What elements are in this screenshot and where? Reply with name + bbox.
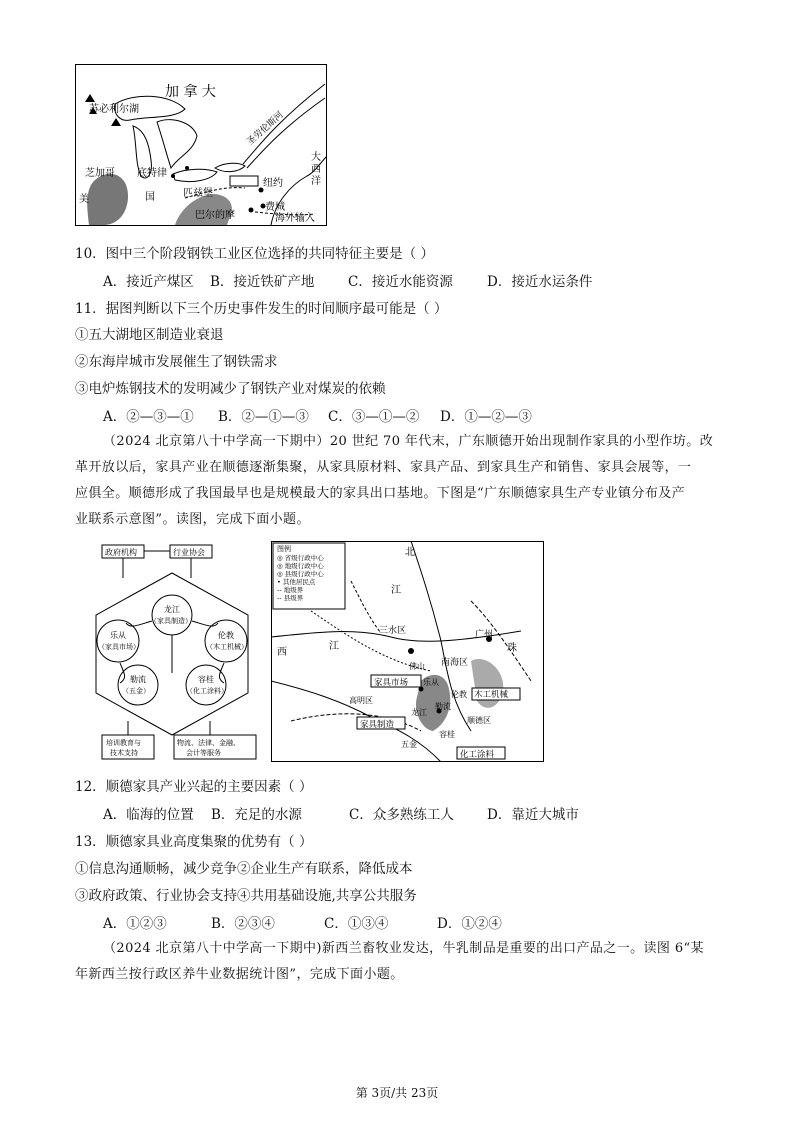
map2-furniture-making: 家具制造 xyxy=(360,720,395,730)
q11-option-a: A．②—③—① xyxy=(103,409,194,425)
great-lakes-map-svg xyxy=(75,64,327,226)
map2-legend-1: ◎ 省级行政中心 xyxy=(277,554,324,562)
q11-option-d: D．①—②—③ xyxy=(440,409,532,425)
map1-st-lawrence: 圣劳伦斯河 xyxy=(245,110,286,148)
passage-newzealand-line-1: （2024 北京第八十中学高一下期中)新西兰畜牧业发达，牛乳制品是重要的出口产品之一。读图 6“某 xyxy=(103,941,704,956)
map2-xi: 西 xyxy=(277,647,287,658)
map2-leliu: 勒流 xyxy=(435,702,451,711)
map2-legend-6: -- 县级界 xyxy=(277,594,304,602)
passage-shunde-line-3: 应俱全。顺德形成了我国最早也是规模最大的家具出口基地。下图是“广东顺德家具生产专业镇分布及产 xyxy=(75,486,686,501)
diagram-lunjiao: 伦教 xyxy=(218,631,234,640)
q12-stem: 12．顺德家具产业兴起的主要因素（ ） xyxy=(75,779,313,795)
q10-option-d: D．接近水运条件 xyxy=(487,274,593,290)
diagram-services-2: 会计等服务 xyxy=(186,749,221,757)
passage-newzealand xyxy=(75,936,725,988)
map2-furniture-market: 家具市场 xyxy=(374,678,409,688)
diagram-ronggui: 容桂 xyxy=(198,675,214,684)
q11-item-3: ③电炉炼钢技术的发明减少了钢铁产业对煤炭的依赖 xyxy=(75,381,386,397)
map1-philadelphia: 费城 xyxy=(265,202,285,213)
diagram-training-1: 培训教育与 xyxy=(106,739,141,747)
map1-pittsburgh: 匹兹堡 xyxy=(183,188,213,199)
map2-gaoming: 高明区 xyxy=(349,696,373,705)
map2-legend-title: 图例 xyxy=(277,545,291,553)
q11-option-b: B．②—①—③ xyxy=(218,409,309,425)
passage-shunde-line-4: 业联系示意图”。读图，完成下面小题。 xyxy=(75,512,310,527)
q13-option-c: C．①③④ xyxy=(324,916,389,932)
diagram-ronggui-note: （化工涂料） xyxy=(186,687,228,695)
map2-legend-5: -- 地级界 xyxy=(277,586,304,594)
q11-item-2: ②东海岸城市发展催生了钢铁需求 xyxy=(75,354,278,370)
industry-linkage-diagram xyxy=(80,543,265,761)
map1-atlantic-3: 洋 xyxy=(311,176,321,187)
q12-option-b: B．充足的水源 xyxy=(211,807,302,823)
page-footer: 第 3页/共 23页 xyxy=(355,1086,439,1100)
map1-detroit: 底特律 xyxy=(137,168,167,179)
map1-newyork: 纽约 xyxy=(263,178,283,189)
map2-legend-4: • 其他居民点 xyxy=(277,578,316,586)
q11-option-c: C．③—①—② xyxy=(328,409,420,425)
q13-item-1: ①信息沟通顺畅，减少竞争②企业生产有联系，降低成本 xyxy=(75,861,413,877)
q13-stem: 13．顺德家具业高度集聚的优势有（ ） xyxy=(75,834,313,850)
q13-item-2: ③政府政策、行业协会支持④共用基础设施,共享公共服务 xyxy=(75,888,417,904)
map2-woodwork: 木工机械 xyxy=(474,690,509,700)
map2-north: 北 xyxy=(405,547,415,558)
q13-option-a: A．①②③ xyxy=(103,916,167,932)
diagram-leliu-note: （五金） xyxy=(122,687,150,695)
q10-option-b: B．接近铁矿产地 xyxy=(210,274,315,290)
map1-baltimore: 巴尔的摩 xyxy=(195,210,235,221)
map2-ronggui: 容桂 xyxy=(439,730,455,739)
diagram-training-2: 技术支持 xyxy=(110,749,138,757)
q12-option-a: A．临海的位置 xyxy=(103,807,194,823)
diagram-longjiang: 龙江 xyxy=(164,605,180,614)
map2-jiang: 江 xyxy=(391,585,401,596)
industry-linkage-svg xyxy=(80,543,265,761)
q10-stem: 10．图中三个阶段钢铁工业区位选择的共同特征主要是（ ） xyxy=(75,246,434,262)
q13-option-d: D．①②④ xyxy=(437,916,502,932)
map1-usa-2: 国 xyxy=(145,192,155,203)
map2-jiang-2: 江 xyxy=(329,641,339,652)
map2-wujin: 五金 xyxy=(401,740,417,749)
diagram-services-1: 物流、法律、金融、 xyxy=(177,739,240,747)
map2-longjiang: 龙江 xyxy=(411,708,427,717)
map1-canada: 加 拿 大 xyxy=(165,84,216,100)
diagram-gov: 政府机构 xyxy=(105,548,137,557)
map2-shunde: 顺德区 xyxy=(467,716,491,725)
map2-legend-2: ◎ 地级行政中心 xyxy=(277,562,324,570)
shunde-map xyxy=(271,541,544,762)
passage-shunde-line-1: （2024 北京第八十中学高一下期中）20 世纪 70 年代末，广东顺德开始出现制作家具的小型作坊。改 xyxy=(103,434,714,449)
diagram-longjiang-note: （家具制造） xyxy=(150,617,192,625)
map1-chicago: 芝加哥 xyxy=(85,168,115,179)
great-lakes-map xyxy=(75,64,327,226)
diagram-lecong-note: （家具市场） xyxy=(98,643,140,651)
map2-coating: 化工涂料 xyxy=(460,750,495,760)
q10-option-c: C．接近水能资源 xyxy=(348,274,453,290)
diagram-lecong: 乐从 xyxy=(110,631,126,640)
map2-lunjiao: 伦教 xyxy=(451,690,467,699)
map2-sanshui: 三水区 xyxy=(379,626,407,636)
map1-atlantic-1: 大 xyxy=(311,152,321,163)
passage-newzealand-line-2: 年新西兰按行政区养牛业数据统计图”，完成下面小题。 xyxy=(75,967,404,982)
diagram-leliu: 勒流 xyxy=(130,675,146,684)
shunde-map-svg xyxy=(271,541,544,762)
diagram-assoc: 行业协会 xyxy=(173,548,205,557)
passage-shunde-line-2: 革开放以后，家具产业在顺德逐渐集聚，从家具原材料、家具产品、到家具生产和销售、家具会展等，一 xyxy=(75,460,692,475)
map2-zhu: 珠 xyxy=(507,643,517,654)
map1-lake-superior: 苏必利尔湖 xyxy=(89,104,139,115)
q12-option-d: D．靠近大城市 xyxy=(487,807,579,823)
q12-option-c: C．众多熟练工人 xyxy=(349,807,454,823)
q11-stem: 11．据图判断以下三个历史事件发生的时间顺序最可能是（ ） xyxy=(75,301,448,317)
map2-nanhai: 南海区 xyxy=(441,658,469,668)
map1-atlantic-2: 西 xyxy=(311,164,321,175)
map2-foshan: 佛山 xyxy=(409,662,425,671)
map2-legend-3: ◎ 县级行政中心 xyxy=(277,570,324,578)
passage-shunde xyxy=(75,429,725,533)
map2-lecong: 乐从 xyxy=(423,678,439,687)
map1-import: 海外输入 xyxy=(275,213,315,224)
diagram-lunjiao-note: （木工机械） xyxy=(206,643,248,651)
q10-option-a: A．接近产煤区 xyxy=(103,274,194,290)
map1-usa-1: 美 xyxy=(79,194,89,205)
q13-option-b: B．②③④ xyxy=(211,916,275,932)
map2-guangzhou: 广州 xyxy=(475,630,494,640)
q11-item-1: ①五大湖地区制造业衰退 xyxy=(75,327,224,343)
